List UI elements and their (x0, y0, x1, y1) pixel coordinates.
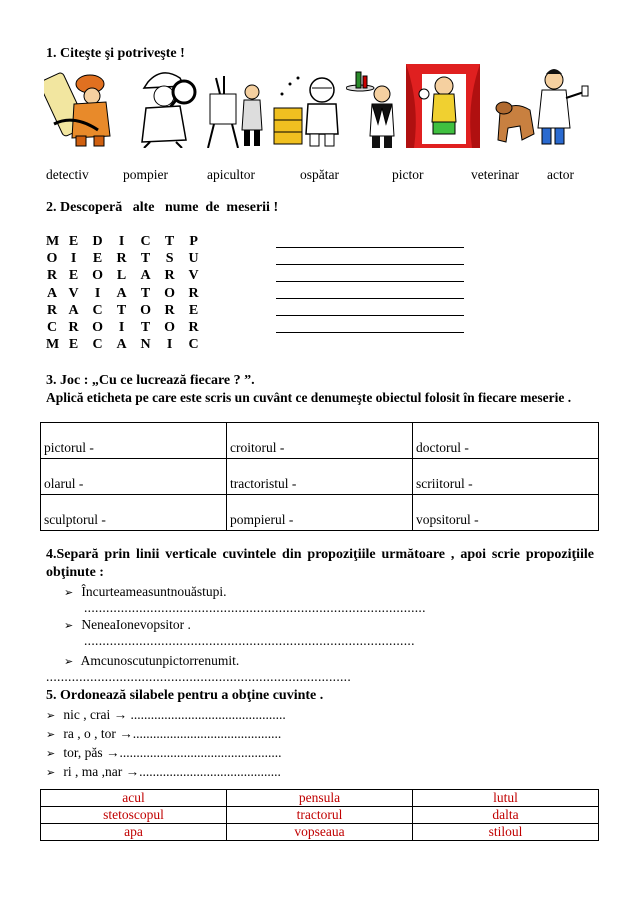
job-name: actor (547, 167, 574, 182)
ex2-title: 2. Descoperă alte nume de meserii ! (46, 200, 279, 215)
table-cell[interactable]: pompierul - (227, 495, 413, 531)
job-name: apicultor (207, 167, 255, 182)
arrow-bullet-icon: ➢ (64, 620, 74, 632)
firefighter-icon (44, 64, 122, 148)
job-name: ospătar (300, 167, 339, 182)
word-label[interactable]: pensula (227, 790, 413, 807)
grid-letter[interactable]: E (92, 251, 103, 267)
grid-letter[interactable]: E (68, 268, 79, 284)
grid-letter[interactable]: V (188, 268, 199, 284)
grid-letter[interactable]: M (46, 337, 60, 353)
grid-letter[interactable]: A (116, 337, 127, 353)
grid-letter[interactable]: N (140, 337, 151, 353)
painter-icon (206, 64, 272, 148)
word-label[interactable]: apa (41, 824, 227, 841)
waiter-icon (346, 64, 406, 148)
job-name: pictor (392, 167, 424, 182)
answer-line[interactable] (276, 298, 464, 299)
grid-letter[interactable]: C (46, 319, 58, 335)
grid-letter[interactable]: A (46, 285, 58, 301)
grid-letter[interactable]: E (188, 302, 199, 318)
grid-letter[interactable]: T (140, 251, 151, 267)
word-label[interactable]: lutul (413, 790, 599, 807)
grid-letter[interactable]: P (189, 234, 198, 249)
grid-letter[interactable]: T (140, 319, 151, 335)
syllables-text[interactable]: ra , o , tor →............................................ (63, 726, 282, 741)
dotted-answer-line[interactable]: ............................................................................................. (84, 600, 426, 615)
arrow-bullet-icon: ➢ (46, 748, 56, 760)
answer-line[interactable] (276, 315, 464, 316)
grid-letter[interactable]: D (92, 234, 103, 249)
grid-letter[interactable]: O (46, 251, 58, 267)
syllables-text[interactable]: tor, păs →................................................ (63, 745, 282, 760)
list-item (64, 653, 239, 669)
word-label[interactable]: vopseaua (227, 824, 413, 841)
answer-line[interactable] (276, 264, 464, 265)
grid-letter[interactable]: R (164, 302, 175, 318)
grid-letter[interactable]: I (166, 337, 173, 353)
grid-letter[interactable]: M (46, 234, 60, 249)
grid-letter[interactable]: O (140, 302, 152, 318)
grid-letter[interactable]: E (68, 234, 79, 249)
grid-letter[interactable]: E (68, 337, 79, 353)
answer-line[interactable] (276, 281, 464, 282)
answer-line[interactable] (276, 332, 464, 333)
job-name: pompier (123, 167, 168, 182)
ex3-instruction: Aplică eticheta pe care este scris un cuvânt ce denumeşte obiectul folosit în fiecare meserie . (46, 390, 572, 405)
grid-letter[interactable]: C (140, 234, 151, 249)
ex4-title: 4.Separă prin linii verticale cuvintele din propoziţiile următoare , apoi scrie propoziţiile obţinute : (46, 547, 594, 580)
grid-letter[interactable]: O (92, 319, 104, 335)
word-label[interactable]: stetoscopul (41, 807, 227, 824)
ex1-title: 1. Citeşte şi potriveşte ! (46, 46, 185, 61)
grid-letter[interactable]: O (164, 319, 176, 335)
job-name: detectiv (46, 167, 89, 182)
grid-letter[interactable]: C (92, 302, 103, 318)
word-label[interactable]: dalta (413, 807, 599, 824)
table-cell[interactable]: sculptorul - (41, 495, 227, 531)
table-cell[interactable]: doctorul - (413, 423, 599, 459)
grid-letter[interactable]: T (116, 302, 127, 318)
arrow-bullet-icon: ➢ (46, 729, 56, 741)
word-label[interactable]: tractorul (227, 807, 413, 824)
veterinarian-icon (494, 64, 600, 148)
grid-letter[interactable]: I (118, 319, 125, 335)
grid-letter[interactable]: I (70, 251, 77, 267)
grid-letter[interactable]: R (46, 268, 58, 284)
grid-letter[interactable]: I (118, 234, 125, 249)
dotted-answer-line[interactable]: ................................................................................... (46, 669, 352, 684)
table-cell[interactable]: pictorul - (41, 423, 227, 459)
detective-icon (128, 64, 206, 148)
arrow-bullet-icon: ➢ (46, 767, 56, 779)
grid-letter[interactable]: A (68, 302, 79, 318)
grid-letter[interactable]: T (164, 234, 175, 249)
tools-table (40, 422, 599, 531)
arrow-bullet-icon: ➢ (64, 656, 74, 668)
list-item (46, 764, 281, 780)
grid-letter[interactable]: R (46, 302, 58, 318)
actor-icon (406, 64, 480, 148)
dotted-answer-line[interactable]: .......................................................................................... (84, 633, 415, 648)
sentence-text: Amcunoscutunpictorrenumit. (80, 653, 240, 668)
list-item (46, 745, 281, 761)
table-cell[interactable]: scriitorul - (413, 459, 599, 495)
grid-letter[interactable]: I (94, 285, 101, 301)
grid-letter[interactable]: A (140, 268, 151, 284)
grid-letter[interactable]: O (164, 285, 176, 301)
grid-letter[interactable]: R (116, 251, 127, 267)
arrow-bullet-icon: ➢ (46, 710, 56, 722)
sentence-text: NeneaIonevopsitor . (81, 617, 191, 632)
grid-letter[interactable]: S (165, 251, 174, 267)
grid-letter[interactable]: L (116, 268, 127, 284)
grid-letter[interactable]: V (68, 285, 79, 301)
table-cell[interactable]: croitorul - (227, 423, 413, 459)
profession-pictures (44, 64, 600, 148)
grid-letter[interactable]: T (140, 285, 151, 301)
grid-letter[interactable]: O (92, 268, 104, 284)
sentence-text: Încurteameasuntnouăstupi. (81, 584, 227, 599)
table-cell[interactable]: tractoristul - (227, 459, 413, 495)
grid-letter[interactable]: R (164, 268, 175, 284)
grid-letter[interactable]: R (68, 319, 79, 335)
job-name: veterinar (471, 167, 519, 182)
list-item (46, 707, 286, 723)
syllables-text[interactable]: ri , ma ,nar →.......................................... (63, 764, 281, 779)
word-label[interactable]: stiloul (413, 824, 599, 841)
list-item (46, 726, 281, 742)
grid-letter[interactable]: C (92, 337, 103, 353)
grid-letter[interactable]: R (188, 285, 199, 301)
syllables-text[interactable]: nic , crai → .............................................. (63, 707, 286, 722)
grid-letter[interactable]: C (188, 337, 199, 353)
table-cell[interactable]: olarul - (41, 459, 227, 495)
list-item (64, 617, 191, 633)
grid-letter[interactable]: U (188, 251, 199, 267)
ex5-title: 5. Ordonează silabele pentru a obţine cuvinte . (46, 688, 324, 703)
grid-letter[interactable]: A (116, 285, 127, 301)
answer-line[interactable] (276, 247, 464, 248)
table-cell[interactable]: vopsitorul - (413, 495, 599, 531)
word-label[interactable]: acul (41, 790, 227, 807)
word-labels-table (40, 789, 599, 841)
grid-letter[interactable]: R (188, 319, 199, 335)
arrow-bullet-icon: ➢ (64, 587, 74, 599)
beekeeper-icon (272, 64, 346, 148)
ex3-title: 3. Joc : „Cu ce lucrează fiecare ? ”. (46, 373, 255, 388)
list-item (64, 584, 226, 600)
